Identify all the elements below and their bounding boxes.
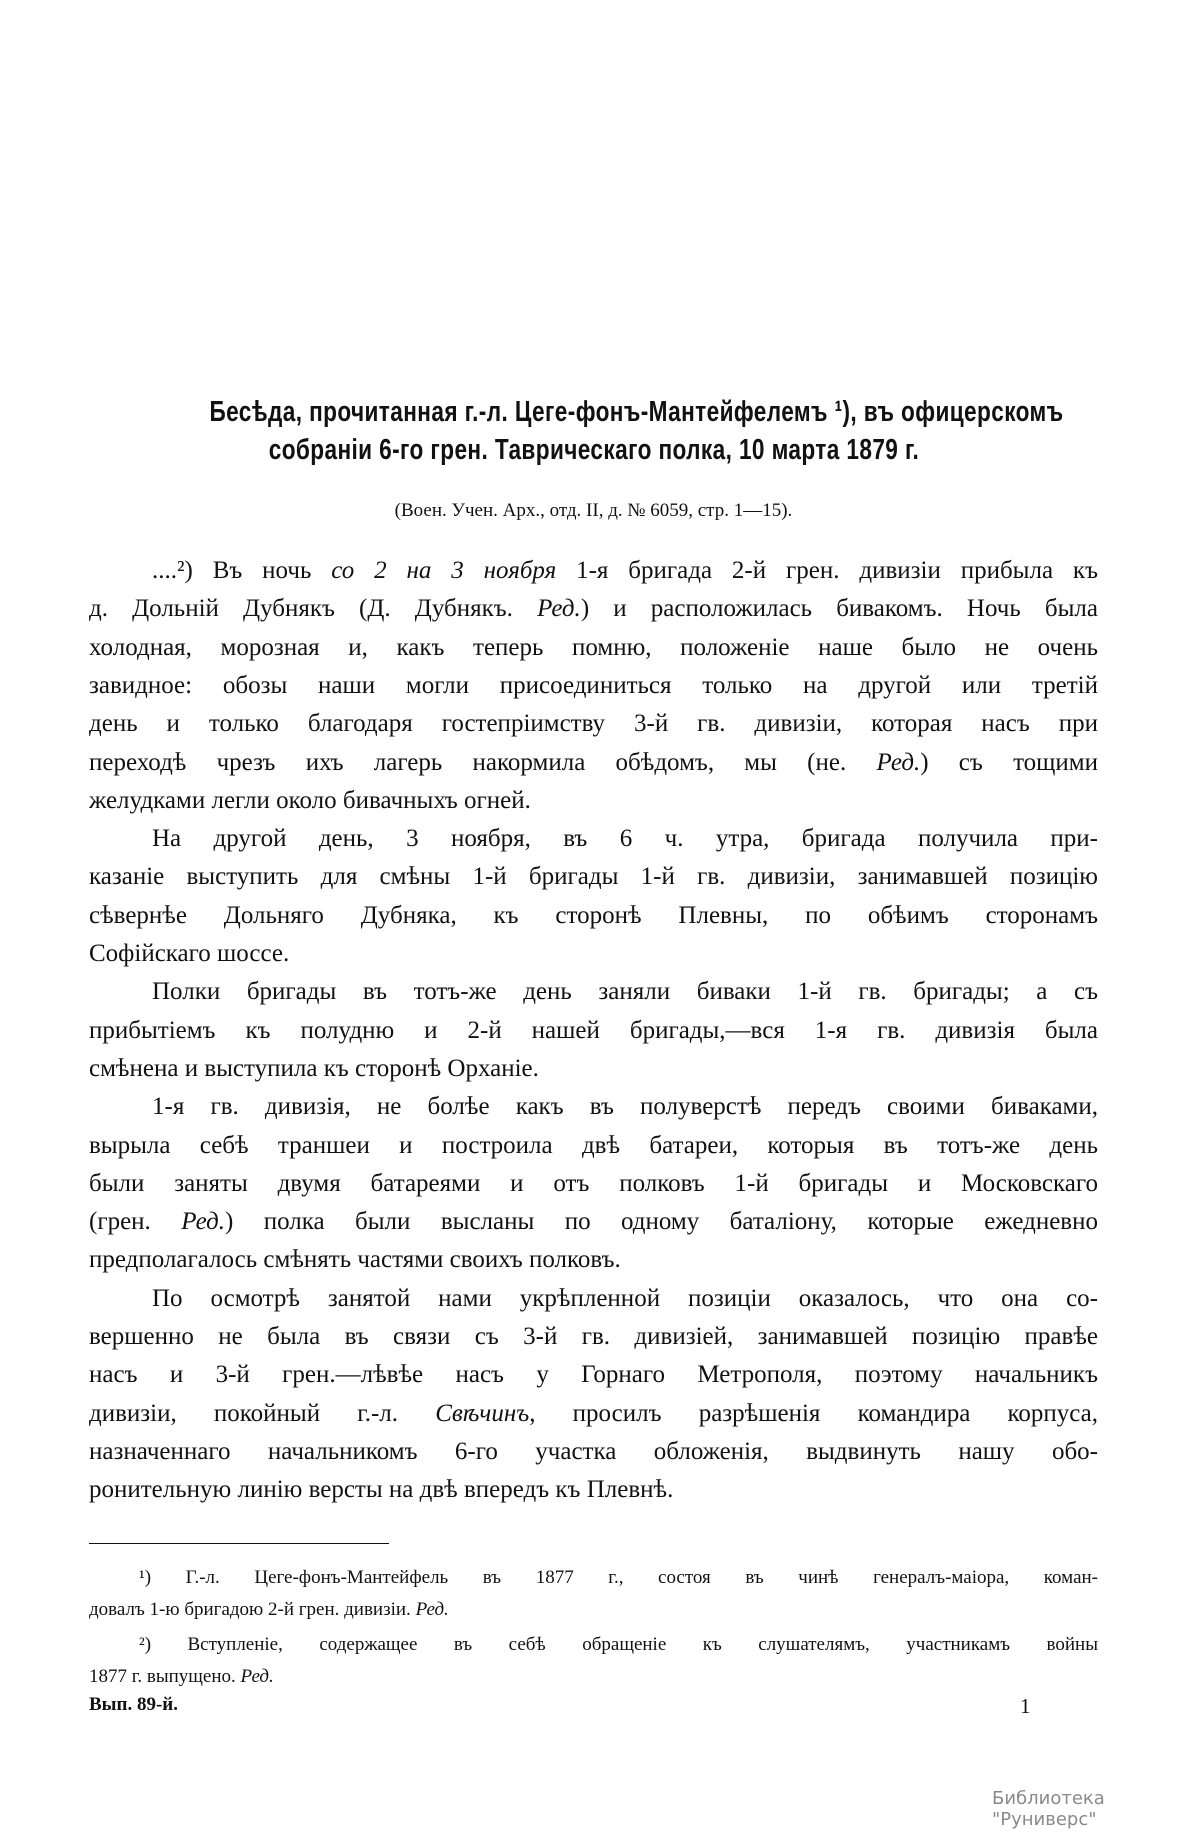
text-line <box>89 1016 1098 1046</box>
article-title-line-2 <box>89 434 1098 467</box>
text-line <box>89 594 1098 624</box>
text-line <box>89 1245 1098 1275</box>
text-segment: ронительную линію версты на двѣ впередъ къ Плевнѣ. <box>89 1476 674 1504</box>
text-line <box>89 671 1098 701</box>
text-line <box>89 939 1098 969</box>
italic-text: Ред. <box>181 1208 225 1236</box>
text-line <box>89 748 1098 778</box>
text-segment: ) съ тощими <box>920 748 1098 776</box>
text-segment: вершенно не была въ связи съ 3-й гв. дивизіей, занимавшей позицію правѣе <box>89 1323 1098 1350</box>
text-segment: ) полка были высланы по одному баталіону, которые ежедневно <box>224 1208 1098 1236</box>
text-segment: ²) Вступленіе, содержащее въ себѣ обращеніе къ слушателямъ, участникамъ войны <box>139 1634 1098 1655</box>
text-line <box>89 1399 1098 1429</box>
text-segment: На другой день, 3 ноября, въ 6 ч. утра, бригада получила при- <box>152 825 1098 853</box>
footnote-divider <box>89 1543 389 1544</box>
text-line <box>89 1437 1098 1467</box>
page-number: 1 <box>1020 1694 1031 1718</box>
text-segment: прибытіемъ къ полудню и 2-й нашей бригады,—вся 1-я гв. дивизія была <box>89 1016 1098 1044</box>
italic-text: Ред. <box>876 748 921 776</box>
title-text: собраніи 6-го грен. Таврическаго полка, 10 марта 1879 г. <box>268 434 919 466</box>
text-line <box>89 977 1098 1007</box>
text-segment: желудками легли около бивачныхъ огней. <box>89 786 531 814</box>
italic-text: Ред. <box>240 1666 274 1687</box>
text-segment: холодная, морозная и, какъ теперь помню, положеніе наше было не очень <box>89 633 1098 661</box>
article-title-line-1 <box>89 396 1098 429</box>
text-segment: дивизіи, покойный г.-л. <box>89 1399 436 1427</box>
text-line <box>89 709 1098 739</box>
text-segment: ....²) Въ ночь <box>152 557 332 584</box>
text-line <box>89 1360 1098 1390</box>
title-text: Бесѣда, прочитанная г.-л. Цеге-фонъ-Мантейфелемъ ¹), въ офицерскомъ <box>209 396 1064 428</box>
text-segment: По осмотрѣ занятой нами укрѣпленной позиціи оказалось, что она со- <box>152 1284 1098 1312</box>
text-segment: сѣвернѣе Дольняго Дубняка, къ сторонѣ Плевны, по обѣимъ сторонамъ <box>89 901 1098 929</box>
text-segment: переходѣ чрезъ ихъ лагерь накормила обѣдомъ, мы (не. <box>89 748 877 776</box>
text-line <box>89 786 1098 816</box>
text-segment: предполагалось смѣнять частями своихъ полковъ. <box>89 1246 621 1274</box>
text-line <box>89 824 1098 854</box>
text-line <box>89 1566 1098 1590</box>
text-line <box>89 1131 1098 1161</box>
text-line <box>89 1665 1098 1689</box>
text-line <box>89 1284 1098 1314</box>
italic-text: Ред. <box>537 595 581 623</box>
text-segment: насъ и 3-й грен.—лѣвѣе насъ у Горнаго Метрополя, поэтому начальникъ <box>89 1361 1098 1389</box>
text-segment: были заняты двумя батареями и отъ полковъ 1-й бригады и Московскаго <box>89 1169 1098 1197</box>
text-segment: ) и расположилась бивакомъ. Ночь была <box>580 595 1098 623</box>
text-line <box>89 633 1098 663</box>
text-segment: д. Дольній Дубнякъ (Д. Дубнякъ. <box>89 595 538 623</box>
text-segment: ¹) Г.-л. Цеге-фонъ-Мантейфель въ 1877 г., состоя въ чинѣ генералъ-маіора, коман- <box>139 1567 1098 1588</box>
library-watermark: Библиотека "Руниверс" <box>992 1788 1105 1830</box>
text-line <box>89 862 1098 892</box>
italic-text: Свѣчинъ <box>435 1399 530 1427</box>
text-segment: 1-я гв. дивизія, не болѣе какъ въ полуверстѣ передъ своими биваками, <box>152 1093 1098 1121</box>
archive-source-reference: (Воен. Учен. Арх., отд. II, д. № 6059, стр. 1—15). <box>394 500 793 521</box>
text-line <box>89 901 1098 931</box>
text-line <box>89 1207 1098 1237</box>
text-segment: назначеннаго начальникомъ 6-го участка обложенія, выдвинуть нашу обо- <box>89 1437 1098 1465</box>
text-line <box>89 1322 1098 1352</box>
text-segment: (грен. <box>89 1208 182 1236</box>
text-segment: , просилъ разрѣшенія командира корпуса, <box>529 1399 1098 1427</box>
text-line <box>89 1633 1098 1657</box>
text-segment: завидное: обозы наши могли присоединиться только на другой или третій <box>89 671 1098 699</box>
text-segment: вырыла себѣ траншеи и построила двѣ батареи, которыя въ тотъ-же день <box>89 1131 1098 1159</box>
text-segment: казаніе выступить для смѣны 1-й бригады 1-й гв. дивизіи, занимавшей позицію <box>89 863 1098 891</box>
text-segment: день и только благодаря гостепріимству 3-й гв. дивизіи, которая насъ при <box>89 710 1098 738</box>
text-segment: довалъ 1-ю бригадою 2-й грен. дивизіи. <box>89 1599 416 1620</box>
issue-number: Вып. 89-й. <box>89 1694 178 1715</box>
text-line <box>89 556 1098 586</box>
text-line <box>89 1475 1098 1505</box>
text-line <box>89 1092 1098 1122</box>
text-segment: Полки бригады въ тотъ-же день заняли биваки 1-й гв. бригады; а съ <box>152 978 1098 1006</box>
text-line <box>89 1169 1098 1199</box>
italic-text: Ред. <box>415 1599 449 1620</box>
text-segment: смѣнена и выступила къ сторонѣ Орханіе. <box>89 1054 539 1082</box>
text-segment: 1877 г. выпущено. <box>89 1666 241 1687</box>
text-line <box>89 1054 1098 1084</box>
text-segment: 1-я бригада 2-й грен. дивизіи прибыла къ <box>556 557 1098 584</box>
text-line <box>89 1598 1098 1622</box>
text-segment: Софійскаго шоссе. <box>89 940 290 967</box>
italic-text: со 2 на 3 ноября <box>331 557 557 584</box>
